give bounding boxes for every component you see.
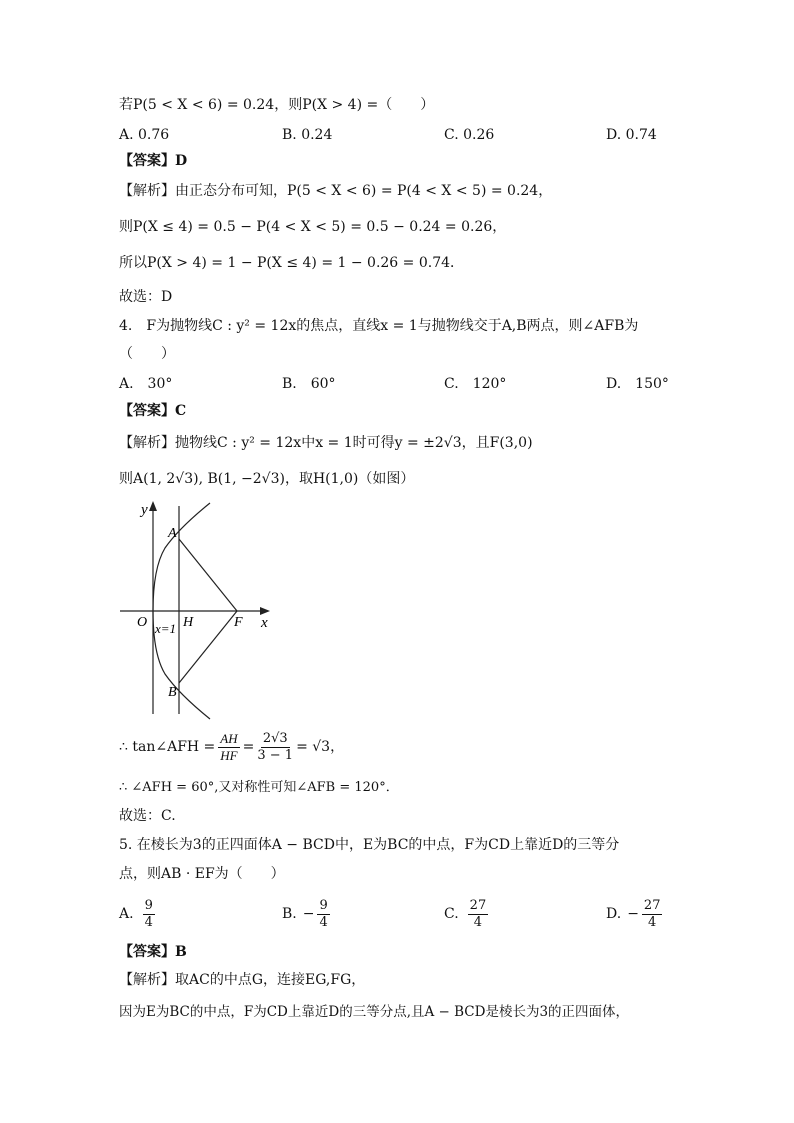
q5-option-a-den: 4: [144, 914, 153, 930]
label-f: F: [234, 615, 243, 630]
label-o: O: [137, 615, 148, 630]
tan-fraction-ah-hf: [218, 731, 239, 764]
q5-answer: 【答案】B: [119, 944, 187, 960]
q3-analysis-2: 则P(X ≤ 4) = 0.5 − P(4 < X < 5) = 0.5 − 0.24 = 0.26，: [119, 219, 507, 235]
tan-result: = √3，: [296, 739, 345, 755]
q4-analysis-1: 【解析】抛物线C : y² = 12x中x = 1时可得y = ±2√3，且F(3,0): [119, 435, 533, 451]
q3-stem: 若P(5 < X < 6) = 0.24，则P(X > 4) =（ ）: [119, 97, 435, 113]
q3-analysis-1: 【解析】由正态分布可知，P(5 < X < 6) = P(4 < X < 5) = 0.24，: [119, 183, 553, 199]
q4-tan-line: [119, 728, 344, 766]
frac-num-ah: AH: [220, 730, 238, 746]
q4-angle-line: ∴ ∠AFH = 60°,又对称性可知∠AFB = 120°．: [119, 780, 399, 795]
q4-option-b: B. 60°: [282, 376, 336, 392]
q5-option-c-den: 4: [473, 914, 483, 930]
q5-option-c: [444, 894, 491, 934]
q3-option-b: B. 0.24: [282, 127, 333, 143]
q3-conclusion: 故选：D: [119, 289, 173, 305]
frac-den-3-1: 3 − 1: [257, 747, 294, 763]
q3-answer: 【答案】D: [119, 153, 188, 169]
frac-num-2sqrt3: 2√3: [262, 730, 288, 746]
q5-stem-line2: 点，则AB · EF为（ ）: [119, 866, 285, 882]
q5-option-b: [282, 894, 333, 934]
frac-den-hf: HF: [220, 747, 238, 763]
q5-option-b-den: 4: [319, 914, 328, 930]
q5-option-b-num: 9: [319, 897, 328, 913]
x-axis-arrow-icon: [260, 607, 270, 615]
label-a: A: [168, 526, 177, 541]
q5-option-d-fraction: [642, 898, 663, 931]
q5-option-d-label: D.: [606, 906, 622, 922]
q5-option-c-num: 27: [469, 897, 487, 913]
q5-option-b-fraction: [317, 898, 329, 931]
q3-option-d: D. 0.74: [606, 127, 657, 143]
label-b: B: [168, 685, 177, 700]
q4-analysis-2: 则A(1, 2√3), B(1, −2√3)，取H(1,0)（如图）: [119, 471, 415, 487]
q5-option-a-label: A.: [119, 906, 134, 922]
q5-option-a: [119, 894, 158, 934]
q5-option-d: [606, 894, 665, 934]
q5-option-d-den: 4: [648, 914, 657, 930]
q4-conclusion: 故选：C.: [119, 808, 176, 824]
q4-option-d: D. 150°: [606, 376, 669, 392]
q5-option-b-sign: −: [302, 906, 315, 922]
q3-option-c: C. 0.26: [444, 127, 495, 143]
q5-option-b-label: B.: [282, 906, 297, 922]
q3-analysis-3: 所以P(X > 4) = 1 − P(X ≤ 4) = 1 − 0.26 = 0.74．: [119, 255, 465, 271]
label-h: H: [183, 615, 194, 630]
y-axis-arrow-icon: [149, 501, 157, 511]
q4-stem-line1: 4. F为抛物线C : y² = 12x的焦点，直线x = 1与抛物线交于A,B两点，则∠AFB为: [119, 318, 639, 334]
q5-option-a-num: 9: [144, 897, 153, 913]
tan-eq: =: [242, 739, 255, 755]
q5-option-d-sign: −: [627, 906, 639, 922]
q4-option-a: A. 30°: [119, 376, 173, 392]
q5-option-d-num: 27: [643, 897, 661, 913]
label-line-x1: x=1: [155, 621, 177, 636]
q4-answer: 【答案】C: [119, 403, 187, 419]
q3-option-a: A. 0.76: [119, 127, 170, 143]
q5-option-c-fraction: [468, 898, 489, 931]
q5-analysis-1: 【解析】取AC的中点G，连接EG,FG，: [119, 972, 366, 988]
label-x: x: [261, 615, 268, 631]
q5-stem-line1: 5. 在棱长为3的正四面体A − BCD中，E为BC的中点，F为CD上靠近D的三等分: [119, 837, 620, 853]
label-y: y: [141, 502, 148, 518]
q5-analysis-2: 因为E为BC的中点，F为CD上靠近D的三等分点,且A − BCD是棱长为3的正四面体，: [119, 1004, 630, 1020]
q5-option-c-label: C.: [444, 906, 459, 922]
q4-option-c: C. 120°: [444, 376, 507, 392]
parabola-figure: [115, 498, 275, 720]
segment-af: [179, 539, 237, 611]
q4-stem-line2: （ ）: [119, 346, 175, 362]
q5-option-a-fraction: [143, 898, 155, 931]
tan-prefix: ∴ tan∠AFH =: [119, 739, 216, 755]
tan-fraction-values: [257, 731, 293, 764]
